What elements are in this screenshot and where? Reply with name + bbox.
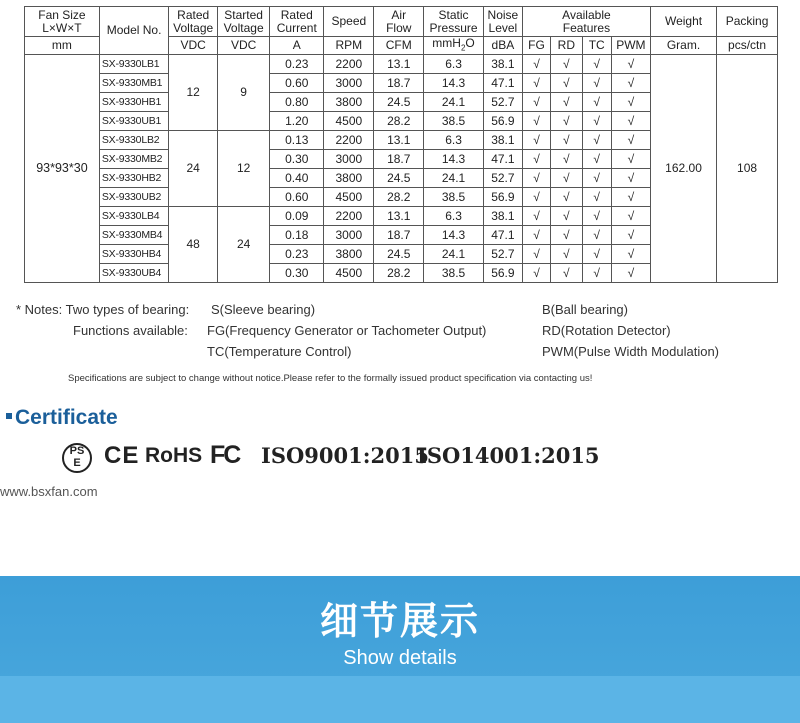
note-ball-bearing: B(Ball bearing) [542, 302, 628, 317]
cell-rated-current: 0.80 [270, 93, 324, 112]
header-model: Model No. [99, 7, 168, 55]
cell-static-pressure: 24.1 [424, 169, 484, 188]
unit-rated-current: A [270, 37, 324, 55]
unit-packing: pcs/ctn [717, 37, 778, 55]
cell-started-voltage: 9 [218, 55, 270, 131]
cell-static-pressure: 6.3 [424, 131, 484, 150]
cell-air-flow: 24.5 [374, 169, 424, 188]
unit-tc: TC [582, 37, 611, 55]
cell-speed: 3800 [324, 245, 374, 264]
pse-mark-icon: PS E [62, 443, 92, 473]
cell-noise: 52.7 [483, 169, 522, 188]
cell-noise: 52.7 [483, 93, 522, 112]
check-rd-icon: √ [551, 245, 582, 264]
cell-rated-current: 0.23 [270, 245, 324, 264]
header-fan-size: Fan Size L×W×T [25, 7, 100, 37]
cell-started-voltage: 24 [218, 207, 270, 283]
check-tc-icon: √ [582, 188, 611, 207]
check-pwm-icon: √ [611, 188, 650, 207]
cell-rated-current: 0.60 [270, 74, 324, 93]
cell-static-pressure: 6.3 [424, 55, 484, 74]
cell-speed: 4500 [324, 264, 374, 283]
cell-speed: 3000 [324, 150, 374, 169]
check-rd-icon: √ [551, 169, 582, 188]
check-pwm-icon: √ [611, 112, 650, 131]
check-fg-icon: √ [522, 169, 550, 188]
check-fg-icon: √ [522, 55, 550, 74]
header-started-voltage: Started Voltage [218, 7, 270, 37]
cell-static-pressure: 38.5 [424, 112, 484, 131]
check-rd-icon: √ [551, 93, 582, 112]
header-rated-voltage: Rated Voltage [169, 7, 218, 37]
check-tc-icon: √ [582, 150, 611, 169]
check-pwm-icon: √ [611, 245, 650, 264]
header-packing: Packing [717, 7, 778, 37]
cell-noise: 38.1 [483, 207, 522, 226]
check-rd-icon: √ [551, 131, 582, 150]
bullet-square-icon [6, 413, 12, 419]
check-fg-icon: √ [522, 74, 550, 93]
banner-title-cn: 细节展示 [319, 599, 480, 643]
cell-model: SX-9330MB4 [99, 226, 168, 245]
unit-noise: dBA [483, 37, 522, 55]
functions-label: Functions available: [73, 323, 188, 338]
cell-static-pressure: 24.1 [424, 245, 484, 264]
cell-air-flow: 18.7 [374, 74, 424, 93]
check-tc-icon: √ [582, 55, 611, 74]
cell-air-flow: 18.7 [374, 150, 424, 169]
cell-started-voltage: 12 [218, 131, 270, 207]
details-banner [0, 576, 800, 723]
header-noise-level: Noise Level [483, 7, 522, 37]
check-tc-icon: √ [582, 112, 611, 131]
spec-table [24, 6, 778, 283]
cell-air-flow: 28.2 [374, 264, 424, 283]
cell-static-pressure: 14.3 [424, 150, 484, 169]
iso14001-mark: ISO14001:2015 [417, 443, 600, 468]
cell-model: SX-9330HB4 [99, 245, 168, 264]
cell-air-flow: 18.7 [374, 226, 424, 245]
website-url: www.bsxfan.com [0, 484, 98, 499]
check-pwm-icon: √ [611, 93, 650, 112]
check-tc-icon: √ [582, 93, 611, 112]
check-fg-icon: √ [522, 93, 550, 112]
cell-noise: 47.1 [483, 226, 522, 245]
cell-model: SX-9330LB4 [99, 207, 168, 226]
unit-pwm: PWM [611, 37, 650, 55]
cell-static-pressure: 38.5 [424, 264, 484, 283]
header-row [25, 7, 778, 37]
iso9001-mark: ISO9001:2015 [261, 443, 429, 468]
check-tc-icon: √ [582, 131, 611, 150]
header-rated-current: Rated Current [270, 7, 324, 37]
note-tc: TC(Temperature Control) [207, 344, 352, 359]
cell-fan-size: 93*93*30 [25, 55, 100, 283]
cell-noise: 56.9 [483, 264, 522, 283]
check-fg-icon: √ [522, 264, 550, 283]
check-rd-icon: √ [551, 226, 582, 245]
cell-rated-voltage: 12 [169, 55, 218, 131]
check-pwm-icon: √ [611, 55, 650, 74]
check-tc-icon: √ [582, 74, 611, 93]
table-row [25, 55, 778, 74]
note-rd: RD(Rotation Detector) [542, 323, 671, 338]
unit-air-flow: CFM [374, 37, 424, 55]
check-pwm-icon: √ [611, 74, 650, 93]
check-tc-icon: √ [582, 226, 611, 245]
cell-rated-current: 1.20 [270, 112, 324, 131]
check-tc-icon: √ [582, 169, 611, 188]
check-rd-icon: √ [551, 188, 582, 207]
cell-model: SX-9330HB2 [99, 169, 168, 188]
cell-rated-current: 0.09 [270, 207, 324, 226]
cell-speed: 3800 [324, 169, 374, 188]
cell-rated-current: 0.60 [270, 188, 324, 207]
cell-rated-current: 0.30 [270, 264, 324, 283]
unit-rated-voltage: VDC [169, 37, 218, 55]
cell-noise: 47.1 [483, 74, 522, 93]
cell-noise: 47.1 [483, 150, 522, 169]
check-rd-icon: √ [551, 55, 582, 74]
check-pwm-icon: √ [611, 131, 650, 150]
check-pwm-icon: √ [611, 207, 650, 226]
note-pwm: PWM(Pulse Width Modulation) [542, 344, 719, 359]
header-weight: Weight [650, 7, 716, 37]
cell-model: SX-9330UB1 [99, 112, 168, 131]
check-fg-icon: √ [522, 188, 550, 207]
unit-fg: FG [522, 37, 550, 55]
cell-rated-current: 0.23 [270, 55, 324, 74]
cell-speed: 3000 [324, 226, 374, 245]
unit-weight: Gram. [650, 37, 716, 55]
unit-fan-size: mm [25, 37, 100, 55]
cell-speed: 4500 [324, 112, 374, 131]
check-pwm-icon: √ [611, 264, 650, 283]
cell-air-flow: 24.5 [374, 245, 424, 264]
cell-rated-current: 0.40 [270, 169, 324, 188]
cell-air-flow: 13.1 [374, 207, 424, 226]
check-fg-icon: √ [522, 226, 550, 245]
cell-rated-voltage: 24 [169, 131, 218, 207]
cell-model: SX-9330MB1 [99, 74, 168, 93]
cell-static-pressure: 38.5 [424, 188, 484, 207]
certificate-heading [6, 406, 118, 430]
check-rd-icon: √ [551, 74, 582, 93]
check-tc-icon: √ [582, 207, 611, 226]
cell-noise: 56.9 [483, 112, 522, 131]
banner-lower-band [0, 676, 800, 723]
note-fg: FG(Frequency Generator or Tachometer Output) [207, 323, 487, 338]
header-available-features: Available Features [522, 7, 650, 37]
cell-model: SX-9330LB2 [99, 131, 168, 150]
cell-noise: 52.7 [483, 245, 522, 264]
cell-model: SX-9330MB2 [99, 150, 168, 169]
cell-speed: 4500 [324, 188, 374, 207]
cell-noise: 56.9 [483, 188, 522, 207]
cell-model: SX-9330UB4 [99, 264, 168, 283]
cell-air-flow: 28.2 [374, 188, 424, 207]
header-static-pressure: Static Pressure [424, 7, 484, 37]
check-tc-icon: √ [582, 264, 611, 283]
header-air-flow: Air Flow [374, 7, 424, 37]
cell-speed: 3000 [324, 74, 374, 93]
note-sleeve-bearing: S(Sleeve bearing) [211, 302, 316, 317]
cell-speed: 2200 [324, 131, 374, 150]
cell-model: SX-9330LB1 [99, 55, 168, 74]
check-rd-icon: √ [551, 264, 582, 283]
disclaimer-text: Specifications are subject to change without notice.Please refer to the formally issued product specification via contacting us! [68, 373, 593, 384]
spec-table-body [25, 55, 778, 283]
unit-speed: RPM [324, 37, 374, 55]
header-speed: Speed [324, 7, 374, 37]
cell-speed: 3800 [324, 93, 374, 112]
check-tc-icon: √ [582, 245, 611, 264]
check-pwm-icon: √ [611, 169, 650, 188]
unit-rd: RD [551, 37, 582, 55]
cell-model: SX-9330HB1 [99, 93, 168, 112]
cell-static-pressure: 14.3 [424, 74, 484, 93]
cell-rated-current: 0.18 [270, 226, 324, 245]
cell-air-flow: 13.1 [374, 55, 424, 74]
certificate-title: Certificate [15, 406, 118, 429]
check-pwm-icon: √ [611, 226, 650, 245]
cell-noise: 38.1 [483, 55, 522, 74]
rohs-mark-icon: RoHS [145, 444, 203, 467]
cell-packing: 108 [717, 55, 778, 283]
check-pwm-icon: √ [611, 150, 650, 169]
check-rd-icon: √ [551, 150, 582, 169]
cell-air-flow: 24.5 [374, 93, 424, 112]
unit-static-pressure: mmH$_2$O [424, 37, 484, 55]
check-fg-icon: √ [522, 245, 550, 264]
check-fg-icon: √ [522, 207, 550, 226]
cell-static-pressure: 6.3 [424, 207, 484, 226]
cell-static-pressure: 14.3 [424, 226, 484, 245]
cell-speed: 2200 [324, 207, 374, 226]
banner-title-en: Show details [343, 647, 457, 669]
check-fg-icon: √ [522, 131, 550, 150]
fcc-mark-icon: FC [210, 441, 240, 469]
cell-model: SX-9330UB2 [99, 188, 168, 207]
cell-rated-current: 0.30 [270, 150, 324, 169]
check-fg-icon: √ [522, 150, 550, 169]
check-rd-icon: √ [551, 207, 582, 226]
cell-rated-voltage: 48 [169, 207, 218, 283]
cell-noise: 38.1 [483, 131, 522, 150]
check-rd-icon: √ [551, 112, 582, 131]
cell-air-flow: 13.1 [374, 131, 424, 150]
cell-air-flow: 28.2 [374, 112, 424, 131]
cell-weight: 162.00 [650, 55, 716, 283]
cell-static-pressure: 24.1 [424, 93, 484, 112]
notes-label: * Notes: Two types of bearing: [16, 302, 190, 317]
unit-started-voltage: VDC [218, 37, 270, 55]
cell-speed: 2200 [324, 55, 374, 74]
check-fg-icon: √ [522, 112, 550, 131]
ce-mark-icon: CE [104, 442, 140, 469]
cell-rated-current: 0.13 [270, 131, 324, 150]
